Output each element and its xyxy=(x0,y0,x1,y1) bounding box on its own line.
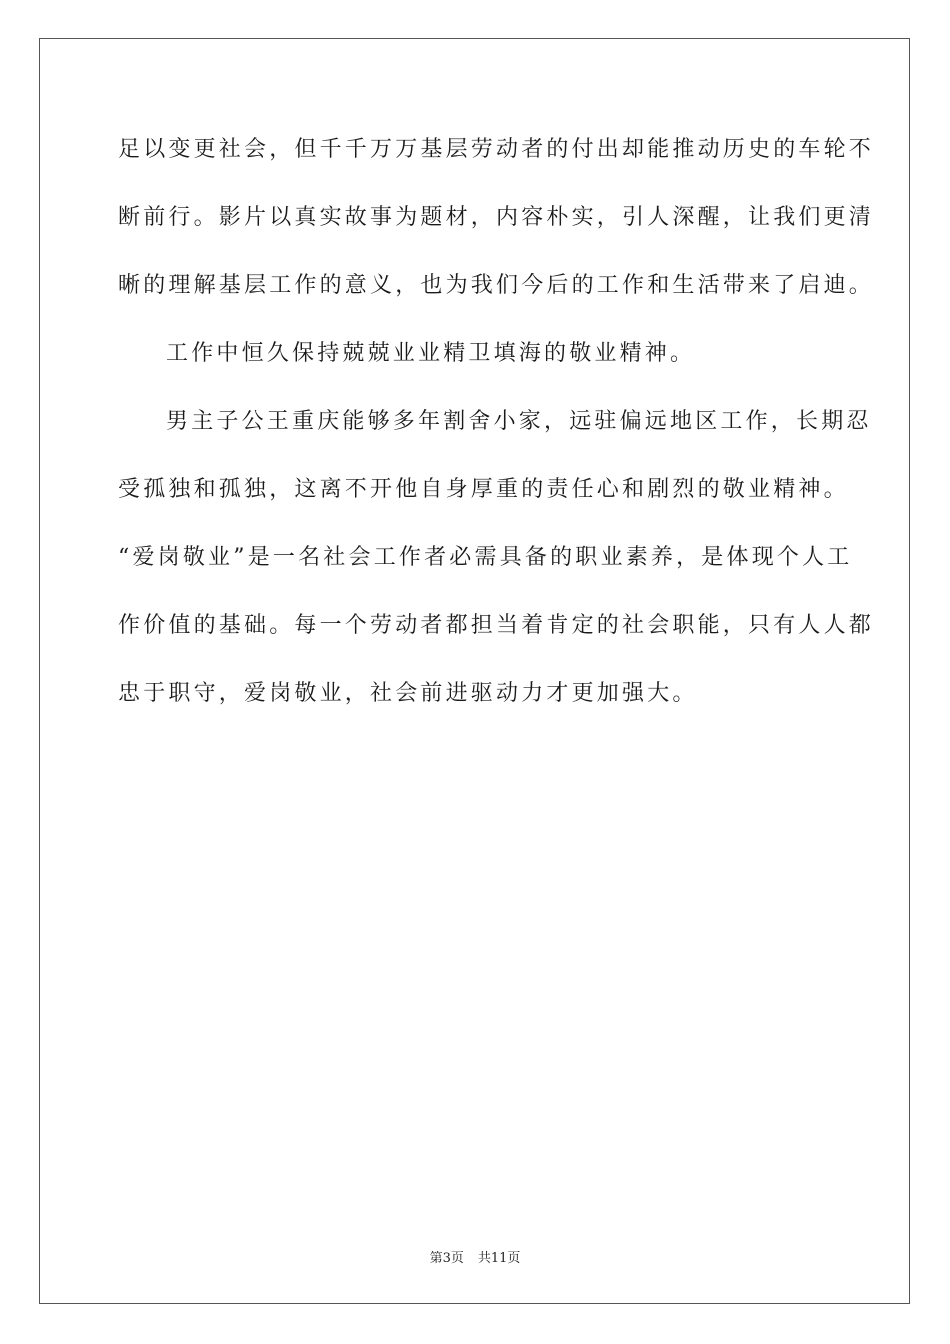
page-footer xyxy=(0,1247,950,1266)
text-line: 断前行。影片以真实故事为题材，内容朴实，引人深醒，让我们更清 xyxy=(118,205,875,230)
paragraph-heading: 工作中恒久保持兢兢业业精卫填海的敬业精神。 xyxy=(166,341,696,366)
text-line: 受孤独和孤独，这离不开他自身厚重的责任心和剧烈的敬业精神。 xyxy=(118,477,849,502)
page-number-current: 第3页 xyxy=(429,1251,464,1266)
text-line: 足以变更社会，但千千万万基层劳动者的付出却能推动历史的车轮不 xyxy=(118,137,875,162)
text-line: 男主子公王重庆能够多年割舍小家，远驻偏远地区工作，长期忍 xyxy=(166,409,872,434)
text-line: 忠于职守，爱岗敬业，社会前进驱动力才更加强大。 xyxy=(118,681,698,706)
text-line: 作价值的基础。每一个劳动者都担当着肯定的社会职能，只有人人都 xyxy=(118,613,875,638)
text-line: 晰的理解基层工作的意义，也为我们今后的工作和生活带来了启迪。 xyxy=(118,273,875,298)
page-number-total: 共11页 xyxy=(477,1251,521,1266)
text-line: “爱岗敬业”是一名社会工作者必需具备的职业素养，是体现个人工 xyxy=(118,545,853,570)
document-body xyxy=(118,128,875,740)
